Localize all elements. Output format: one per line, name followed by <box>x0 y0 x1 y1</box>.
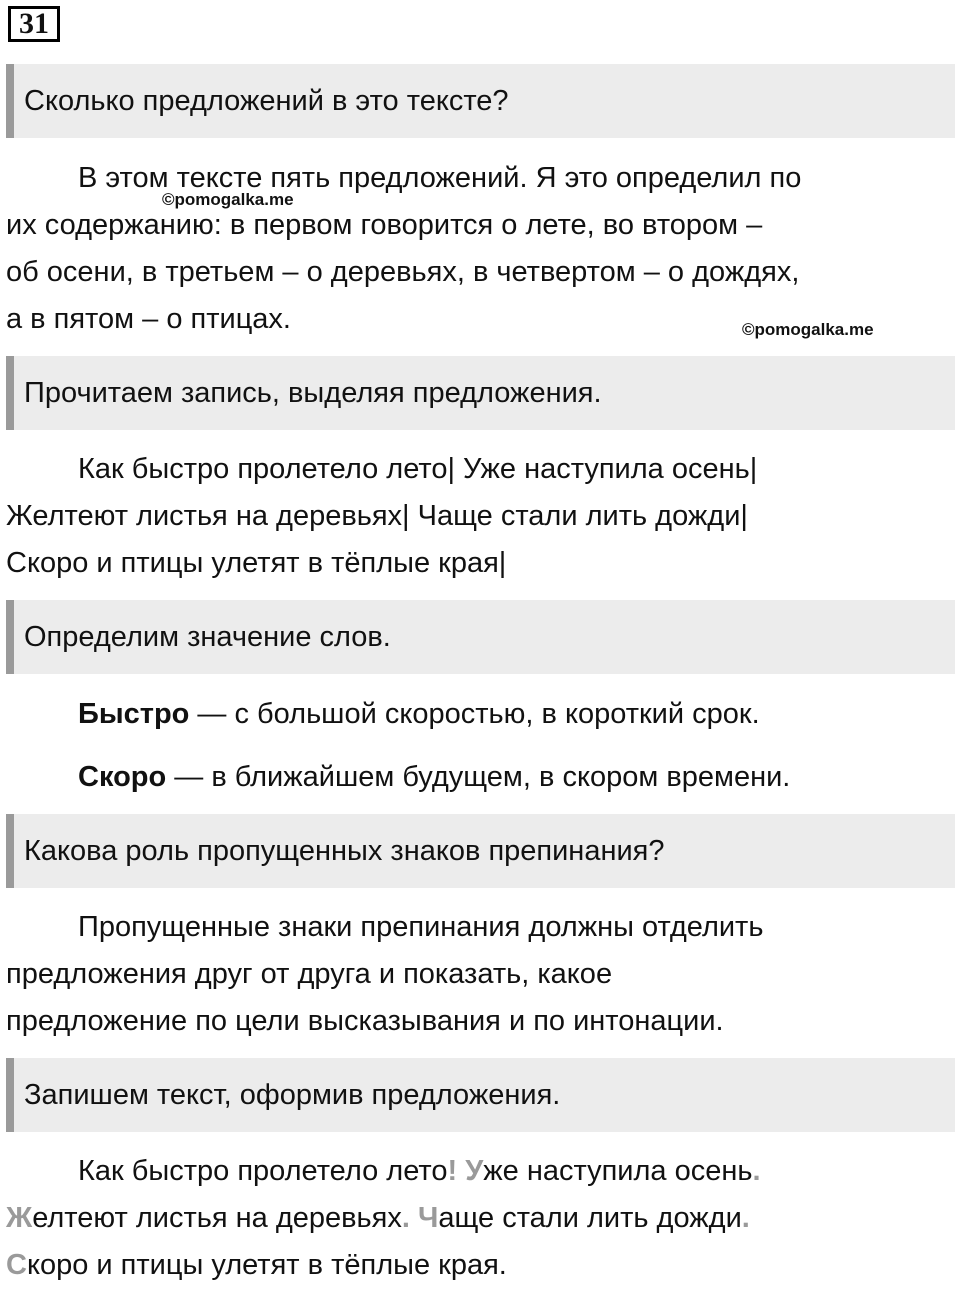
section-heading-2: Прочитаем запись, выделяя предложения. <box>6 356 955 430</box>
section-1-line-1: В этом тексте пять предложений. Я это определил по <box>78 162 802 194</box>
section-heading-4: Какова роль пропущенных знаков препинания? <box>6 814 955 888</box>
text-fragment <box>410 1202 418 1234</box>
watermark: ©pomogalka.me <box>162 190 294 209</box>
section-4-line-2: предложения друг от друга и показать, какое <box>6 958 613 990</box>
highlight-mark: . <box>741 1202 750 1234</box>
highlight-mark: ! <box>447 1155 458 1187</box>
highlight-letter: Ч <box>417 1202 439 1234</box>
section-heading-3: Определим значение слов. <box>6 600 955 674</box>
section-4-line-1: Пропущенные знаки препинания должны отделить <box>78 911 764 943</box>
final-text-line-1 <box>6 1148 960 1195</box>
watermark: ©pomogalka.me <box>742 320 874 339</box>
definition-2 <box>78 757 790 797</box>
section-2-line-2: Желтеют листья на деревьях| Чаще стали лить дожди| <box>6 500 748 532</box>
definition-meaning: — в ближайшем будущем, в скором времени. <box>166 761 791 793</box>
text-fragment: же наступила осень <box>483 1155 753 1187</box>
definition-term: Быстро <box>78 698 190 730</box>
text-fragment: аще стали лить дожди <box>438 1202 742 1234</box>
text-fragment: Как быстро пролетело лето <box>78 1155 448 1187</box>
highlight-mark: . <box>401 1202 410 1234</box>
final-text-line-3 <box>6 1242 906 1289</box>
definition-term: Скоро <box>78 761 167 793</box>
section-heading-1: Сколько предложений в это тексте? <box>6 64 955 138</box>
definition-1 <box>78 694 760 734</box>
section-1-line-4: а в пятом – о птицах. <box>6 303 291 335</box>
section-4-line-3: предложение по цели высказывания и по интонации. <box>6 1005 724 1037</box>
highlight-letter: Ж <box>6 1202 33 1234</box>
highlight-letter: У <box>465 1155 484 1187</box>
highlight-letter: С <box>6 1249 27 1281</box>
definition-meaning: — с большой скоростью, в короткий срок. <box>189 698 760 730</box>
section-2-line-3: Скоро и птицы улетят в тёплые края| <box>6 547 507 579</box>
section-1-line-3: об осени, в третьем – о деревьях, в четвертом – о дождях, <box>6 256 800 288</box>
task-number: 31 <box>8 6 60 42</box>
final-text-line-2 <box>6 1195 906 1242</box>
section-heading-5: Запишем текст, оформив предложения. <box>6 1058 955 1132</box>
highlight-mark: . <box>752 1155 761 1187</box>
text-fragment: елтеют листья на деревьях <box>32 1202 402 1234</box>
text-fragment <box>457 1155 465 1187</box>
section-1-line-2: их содержанию: в первом говорится о лете, во втором – <box>6 209 763 241</box>
text-fragment: коро и птицы улетят в тёплые края. <box>26 1249 507 1281</box>
section-2-line-1: Как быстро пролетело лето| Уже наступила осень| <box>78 453 758 485</box>
